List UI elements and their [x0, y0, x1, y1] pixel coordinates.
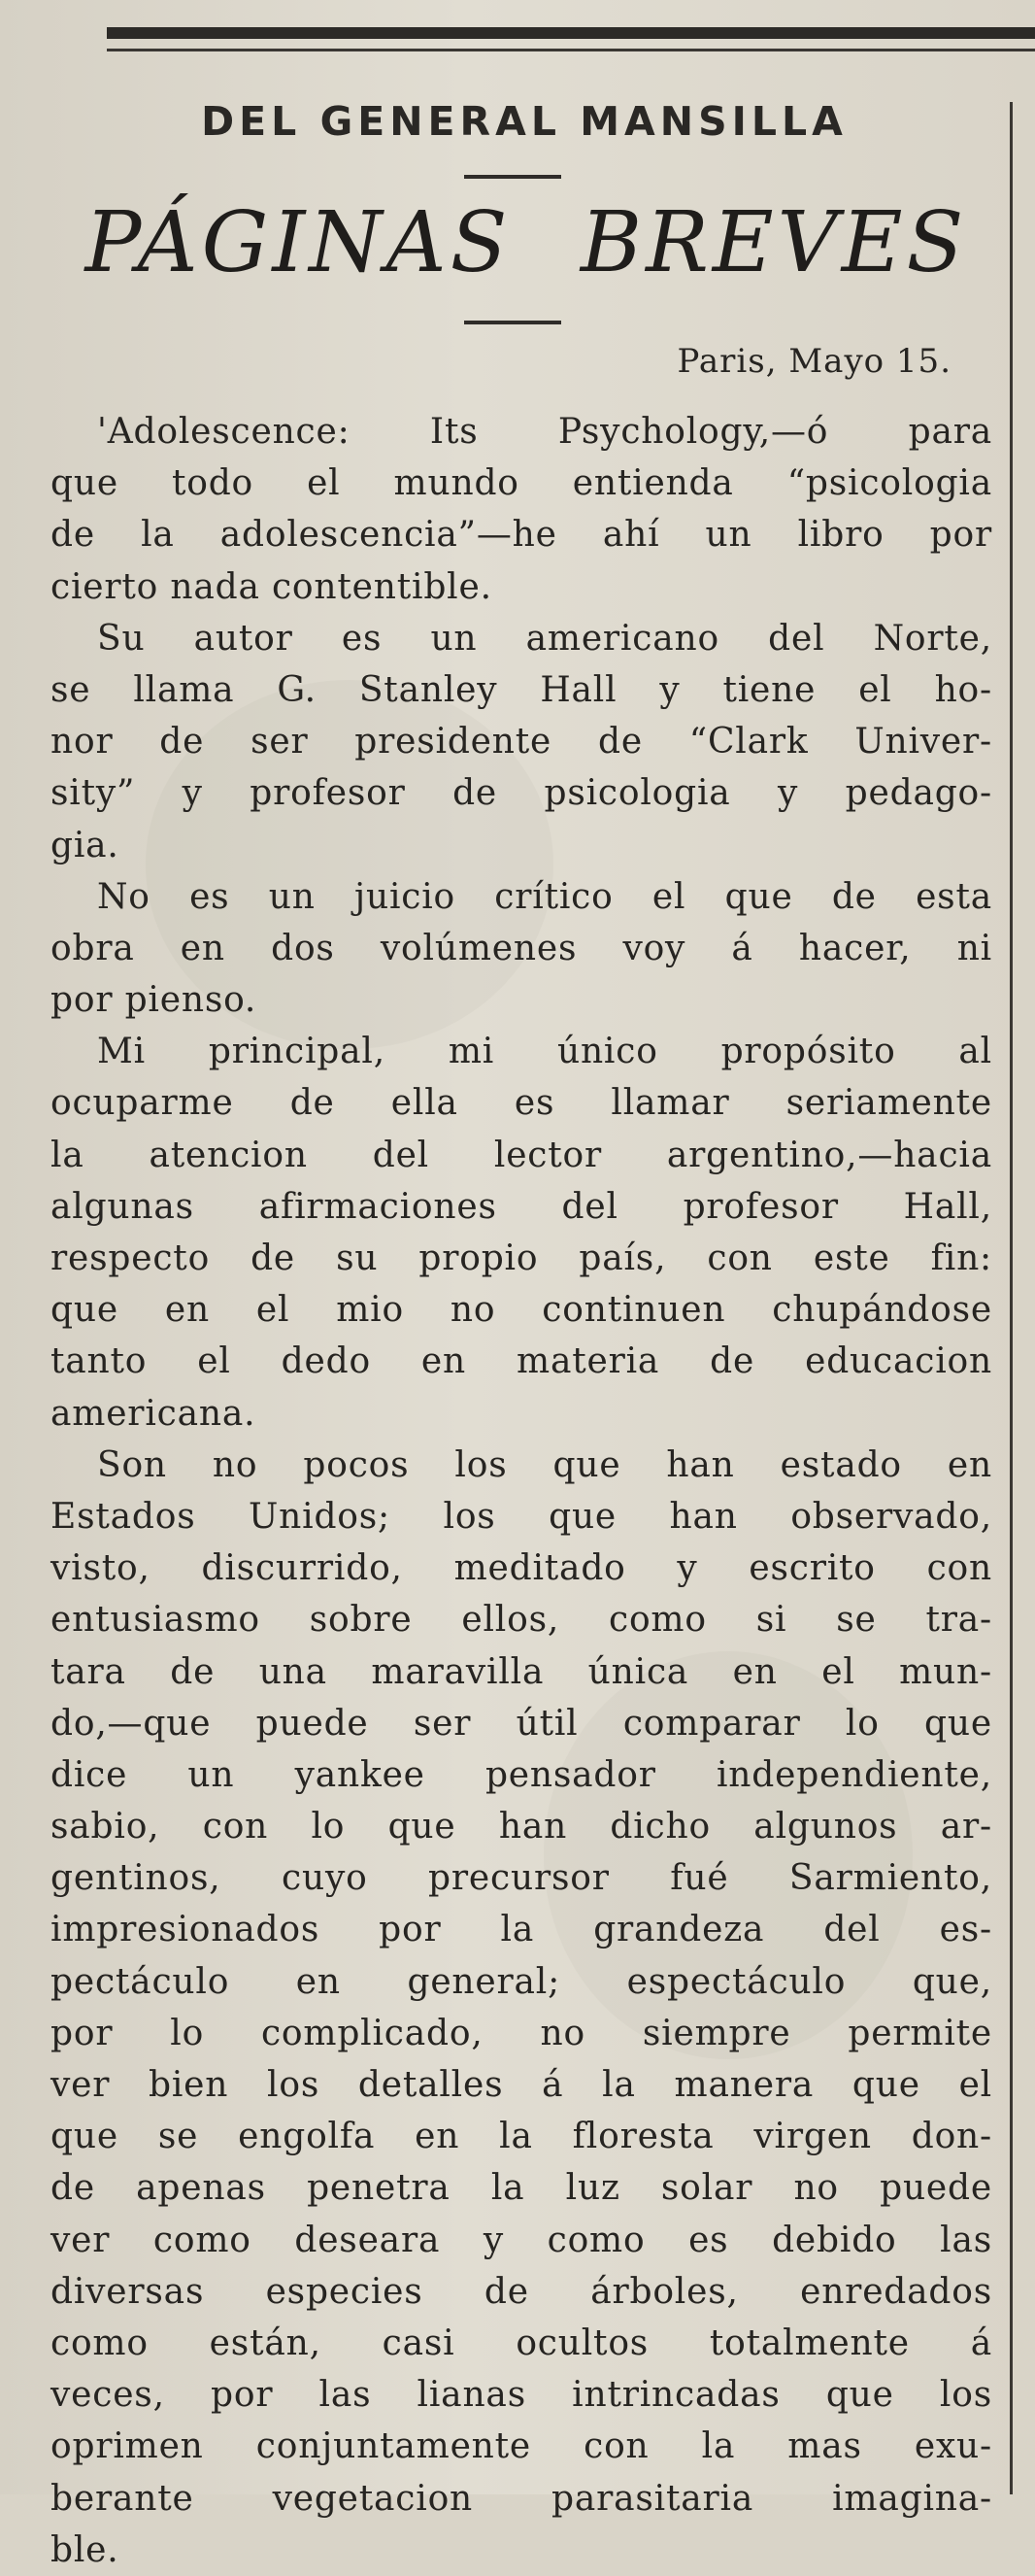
headline: PÁGINAS BREVES: [84, 194, 968, 291]
text-line: diversas especies de árboles, enredados: [50, 2271, 992, 2312]
text-line: de apenas penetra la luz solar no puede: [50, 2168, 992, 2209]
text-line: oprimen conjuntamente con la mas exu-: [50, 2426, 992, 2467]
text-line: por lo complicado, no siempre permite: [50, 2013, 992, 2053]
text-line: dice un yankee pensador independiente,: [50, 1754, 992, 1795]
top-rule-thick: [107, 27, 1035, 39]
text-line: por pienso.: [50, 980, 257, 1021]
text-line: impresionados por la grandeza del es-: [50, 1910, 992, 1950]
text-line: como están, casi ocultos totalmente á: [50, 2322, 992, 2363]
text-line: tanto el dedo en materia de educacion: [50, 1341, 992, 1382]
text-line: la atencion del lector argentino,—hacia: [50, 1135, 992, 1175]
kicker: DEL GENERAL MANSILLA: [201, 98, 848, 145]
text-line: gentinos, cuyo precursor fué Sarmiento,: [50, 1858, 992, 1899]
text-line: que en el mio no continuen chupándose: [50, 1290, 992, 1331]
text-line: Son no pocos los que han estado en: [97, 1444, 992, 1485]
top-rule-thin: [107, 49, 1035, 51]
text-line: pectáculo en general; espectáculo que,: [50, 1961, 992, 2002]
text-line: gia.: [50, 825, 119, 865]
text-line: sabio, con lo que han dicho algunos ar-: [50, 1807, 992, 1847]
text-line: respecto de su propio país, con este fin:: [50, 1238, 992, 1278]
text-line: Mi principal, mi único propósito al: [97, 1032, 992, 1072]
text-line: que se engolfa en la floresta virgen don-: [50, 2117, 992, 2157]
text-line: sity” y profesor de psicologia y pedago-: [50, 773, 992, 814]
text-line: 'Adolescence: Its Psychology,—ó para: [97, 412, 992, 452]
text-line: ver como deseara y como es debido las: [50, 2220, 992, 2260]
article-body: [50, 406, 992, 2576]
text-line: Estados Unidos; los que han observado,: [50, 1496, 992, 1537]
text-line: americana.: [50, 1393, 256, 1434]
text-line: ocuparme de ella es llamar seriamente: [50, 1083, 992, 1124]
text-line: ble.: [50, 2529, 119, 2570]
text-line: Su autor es un americano del Norte,: [97, 618, 992, 659]
text-line: obra en dos volúmenes voy á hacer, ni: [50, 928, 992, 968]
short-rule-top: [464, 175, 561, 179]
text-line: de la adolescencia”—he ahí un libro por: [50, 515, 992, 556]
column-rule: [1010, 102, 1013, 2494]
text-line: No es un juicio crítico el que de esta: [97, 876, 992, 917]
text-line: tara de una maravilla única en el mun-: [50, 1651, 992, 1692]
dateline: Paris, Mayo 15.: [677, 342, 952, 381]
text-line: do,—que puede ser útil comparar lo que: [50, 1703, 992, 1744]
text-line: cierto nada contentible.: [50, 566, 492, 607]
text-line: se llama G. Stanley Hall y tiene el ho-: [50, 669, 992, 710]
text-line: que todo el mundo entienda “psicologia: [50, 463, 992, 504]
text-line: ver bien los detalles á la manera que el: [50, 2065, 992, 2105]
short-rule-bottom: [464, 321, 561, 324]
text-line: entusiasmo sobre ellos, como si se tra-: [50, 1600, 992, 1641]
text-line: berante vegetacion parasitaria imagina-: [50, 2478, 992, 2519]
text-line: algunas afirmaciones del profesor Hall,: [50, 1186, 992, 1227]
text-line: veces, por las lianas intrincadas que los: [50, 2375, 992, 2416]
text-line: visto, discurrido, meditado y escrito con: [50, 1548, 992, 1589]
text-line: nor de ser presidente de “Clark Univer-: [50, 722, 992, 763]
